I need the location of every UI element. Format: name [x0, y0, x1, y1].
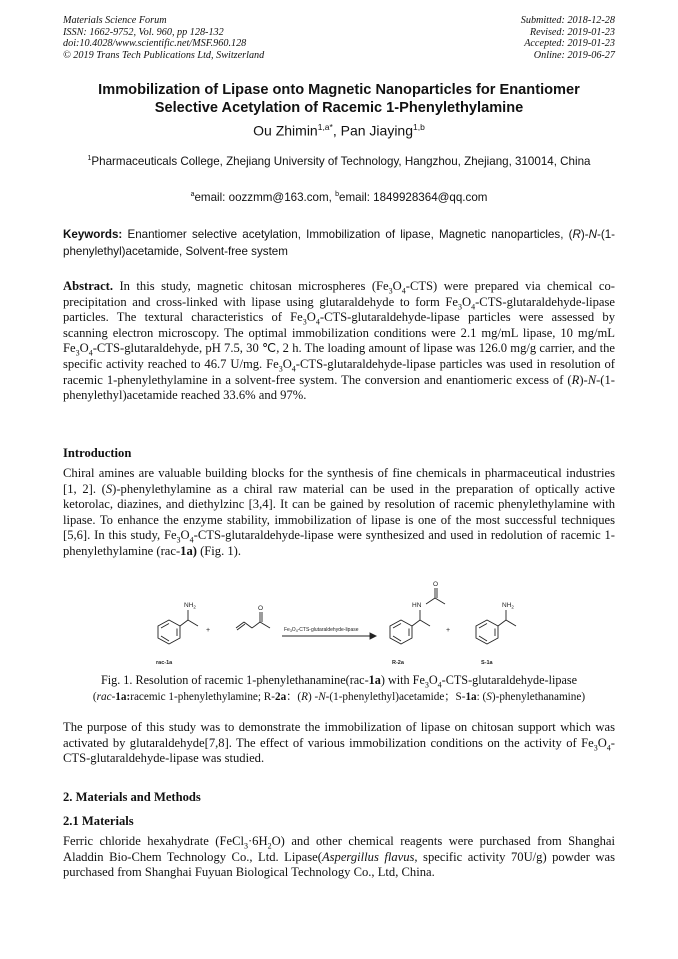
caption-text: )-phenylethanamine)	[491, 691, 586, 703]
caption-line-2	[63, 689, 615, 706]
subscript: 3	[424, 680, 429, 690]
caption-text: : (	[476, 691, 487, 703]
email-b-marker: b	[335, 191, 340, 199]
title-line-2: Selective Acetylation of Racemic 1-Phenylethylamine	[154, 100, 524, 116]
caption-bold: 2a	[274, 691, 287, 703]
affiliation-text: Pharmaceuticals College, Zhejiang University of Technology, Hangzhou, Zhejiang, 310014, China	[91, 154, 591, 168]
subscript: 4	[437, 680, 442, 690]
plus-sign: +	[446, 627, 451, 634]
title-line-1: Immobilization of Lipase onto Magnetic Nanoparticles for Enantiomer	[98, 82, 580, 98]
email-a: email: oozzmm@163.com,	[194, 191, 336, 204]
caption-text: ) -	[307, 691, 319, 703]
subscript: 4	[401, 286, 406, 296]
abstract-label: Abstract.	[63, 279, 114, 293]
keywords-text: )-	[580, 228, 589, 241]
author-1: Ou Zhimin	[253, 122, 318, 139]
hn-label: HN	[412, 602, 422, 609]
issn-line: ISSN: 1662-9752, Vol. 960, pp 128-132	[63, 26, 224, 38]
caption-text: racemic 1-phenylethylamine; R-	[130, 691, 275, 703]
intro-bold: 1a)	[180, 543, 197, 558]
keywords-text: -(1-phenylethyl)acetamide, Solvent-free system	[63, 228, 615, 258]
materials-text: Ferric chloride hexahydrate (FeCl	[63, 834, 244, 848]
subscript: 3	[593, 743, 598, 753]
materials-text: , specific activity 70U/g) powder was purchased from Shanghai Fuyuan Biological Technology Co., Ltd, China.	[63, 849, 615, 880]
author-separator: ,	[332, 122, 341, 139]
doi-line: doi:10.4028/www.scientific.net/MSF.960.128	[63, 38, 247, 50]
affiliation-number: 1	[87, 155, 92, 162]
plus-sign: +	[206, 627, 211, 634]
intro-text: O	[597, 735, 607, 750]
caption-text: (	[92, 691, 97, 703]
intro-text: O	[180, 528, 190, 543]
author-1-affil: 1,a*	[317, 122, 333, 132]
reaction-scheme	[138, 580, 558, 670]
paper-title	[63, 81, 615, 117]
subscript: 3	[278, 364, 283, 374]
subscript: 3	[458, 302, 462, 312]
oxygen-label: O	[258, 605, 264, 612]
caption-text: ) with Fe	[380, 673, 425, 687]
caption-text: ：(	[286, 691, 302, 703]
author-list	[63, 122, 615, 139]
arrow-condition-label: $Fe_3O_4-CTS-glutaraldehyde$-lipase	[284, 627, 359, 633]
keywords-label: Keywords:	[63, 228, 123, 241]
abstract-italic: N	[587, 372, 597, 387]
abstract-italic: R	[571, 372, 580, 387]
abstract-text: -CTS-glutaraldehyde, pH 7.5, 30 ℃, 2 h. The loading amount of lipase was 126.0 mg/g carrier, and the specific activity reached to 46.7 U/mg. Fe	[63, 341, 615, 371]
abstract-text: )-	[579, 372, 588, 387]
affiliation	[80, 150, 598, 171]
abstract-text: -CTS) were prepared via chemical co-precipitation and cross-linked with lipase using glutaraldehyde to form Fe	[63, 279, 615, 309]
subscript: 4	[315, 317, 320, 327]
label-rac1a: rac-1a	[156, 660, 173, 666]
materials-text: ·6H	[247, 834, 268, 848]
caption-text: O	[428, 673, 438, 687]
keywords	[63, 227, 615, 260]
caption-bold: 1a:	[115, 691, 131, 703]
intro-text: The purpose of this study was to demonstrate the immobilization of lipase on chitosan support which was activated by glutaraldehyde[7,8]. The effect of various immobilization conditions on the activity of Fe	[63, 720, 615, 750]
materials-paragraph	[63, 834, 615, 881]
figure-1-caption	[63, 672, 615, 706]
subscript: 4	[291, 364, 296, 374]
subscript: 3	[75, 348, 80, 358]
caption-italic: N	[318, 691, 326, 703]
email-a-marker: a	[190, 191, 195, 199]
intro-text: (Fig. 1).	[196, 543, 242, 558]
introduction-paragraph-1	[63, 466, 615, 560]
caption-italic: S	[486, 691, 492, 703]
abstract	[63, 279, 615, 404]
subscript: 3	[302, 317, 307, 327]
subscript: 3	[176, 535, 181, 545]
materials-italic: Aspergillus flavus	[321, 849, 415, 864]
keywords-text: Enantiomer selective acetylation, Immobilization of lipase, Magnetic nanoparticles, (	[122, 228, 573, 241]
label-r2a: R-2a	[392, 660, 404, 666]
abstract-text: -CTS-glutaraldehyde-lipase particles were assessed by scanning electron microscopy. The optimal immobilization conditions were 2.1 mg/mL lipase, 10 mg/mL Fe	[63, 310, 616, 356]
caption-text: -CTS-glutaraldehyde-lipase	[441, 673, 578, 687]
author-emails	[63, 191, 615, 204]
abstract-text: -(1-phenylethyl)acetamide reached 33.6% and 97%.	[63, 372, 615, 403]
email-b: email: 1849928364@qq.com	[339, 191, 488, 204]
intro-text: )-phenylethylamine as a chiral raw material can be used in the preparation of optically active ketorolac, diazines, and diethylzinc [3,4]. It can be gained by resolution of racemic phenylethylamine with lipase. To enhance the enzyme stability, immobilization of lipase is one of the most successful techniques [5,6]. In this study, Fe	[63, 481, 615, 543]
nh2-label-rac1a: $NH_2$	[184, 602, 196, 610]
abstract-text: O	[306, 310, 316, 325]
abstract-text: O	[282, 356, 292, 371]
materials-subheading: 2.1 Materials	[63, 814, 134, 828]
abstract-text: In this study, magnetic chitosan microspheres (Fe	[113, 279, 389, 293]
author-2-affil: 1,b	[413, 122, 425, 132]
online-date: Online: 2019-06-27	[533, 49, 615, 61]
caption-italic: R	[301, 691, 308, 703]
submitted-date: Submitted: 2018-12-28	[520, 15, 615, 26]
label-s1a: S-1a	[481, 660, 493, 666]
caption-bold: 1a	[368, 673, 381, 687]
abstract-text: -CTS-glutaraldehyde-lipase particles was used in resolution of racemic 1-phenylethylamine in a solvent-free system. The conversion and enantiomeric excess of (	[63, 356, 615, 387]
oxygen-label-r2a: O	[433, 581, 439, 588]
author-2: Pan Jiaying	[340, 122, 414, 139]
abstract-text: O	[392, 279, 402, 293]
accepted-date: Accepted: 2019-01-23	[524, 38, 615, 50]
caption-line-1	[63, 672, 615, 689]
abstract-text: -CTS-glutaraldehyde-lipase particles. The textural characteristics of Fe	[63, 294, 615, 325]
caption-text: Fig. 1. Resolution of racemic 1-phenylethanamine(rac-	[100, 673, 369, 687]
subscript: 4	[471, 302, 476, 312]
publication-dates	[521, 15, 615, 61]
abstract-text: O	[462, 294, 472, 309]
subscript: 3	[243, 841, 248, 851]
introduction-heading: Introduction	[63, 446, 132, 460]
subscript: 4	[606, 743, 611, 753]
introduction-paragraph-2	[63, 720, 615, 767]
intro-text: Chiral amines are valuable building blocks for the synthesis of fine chemicals in pharmaceutical industries [1, 2]. (	[63, 466, 615, 496]
abstract-text: O	[79, 341, 89, 356]
intro-italic: S	[105, 481, 113, 496]
methods-heading: 2. Materials and Methods	[63, 790, 201, 804]
caption-bold: 1a	[465, 691, 477, 703]
keywords-r: R	[572, 228, 581, 241]
subscript: 3	[388, 286, 393, 296]
copyright-line: © 2019 Trans Tech Publications Ltd, Switzerland	[63, 49, 265, 61]
intro-text: -CTS-glutaraldehyde-lipase were synthesized and used in redolution of racemic 1-phenylethylamine (rac-	[63, 528, 615, 558]
caption-italic: rac-	[96, 691, 116, 703]
keywords-n: N	[588, 228, 597, 241]
journal-name: Materials Science Forum	[63, 15, 167, 26]
subscript: 4	[88, 348, 93, 358]
nh2-label-s1a: $NH_2$	[502, 602, 514, 610]
materials-text: O) and other chemical reagents were purchased from Shanghai Aladdin Bio-Chem Technology Co., Ltd. Lipase(	[63, 834, 616, 864]
caption-text: -(1-phenylethyl)acetamide；S-	[325, 691, 466, 703]
subscript: 2	[267, 841, 272, 851]
revised-date: Revised: 2019-01-23	[529, 26, 615, 38]
intro-text: -CTS-glutaraldehyde-lipase was studied.	[63, 735, 615, 766]
subscript: 4	[189, 535, 194, 545]
journal-info	[63, 15, 264, 61]
